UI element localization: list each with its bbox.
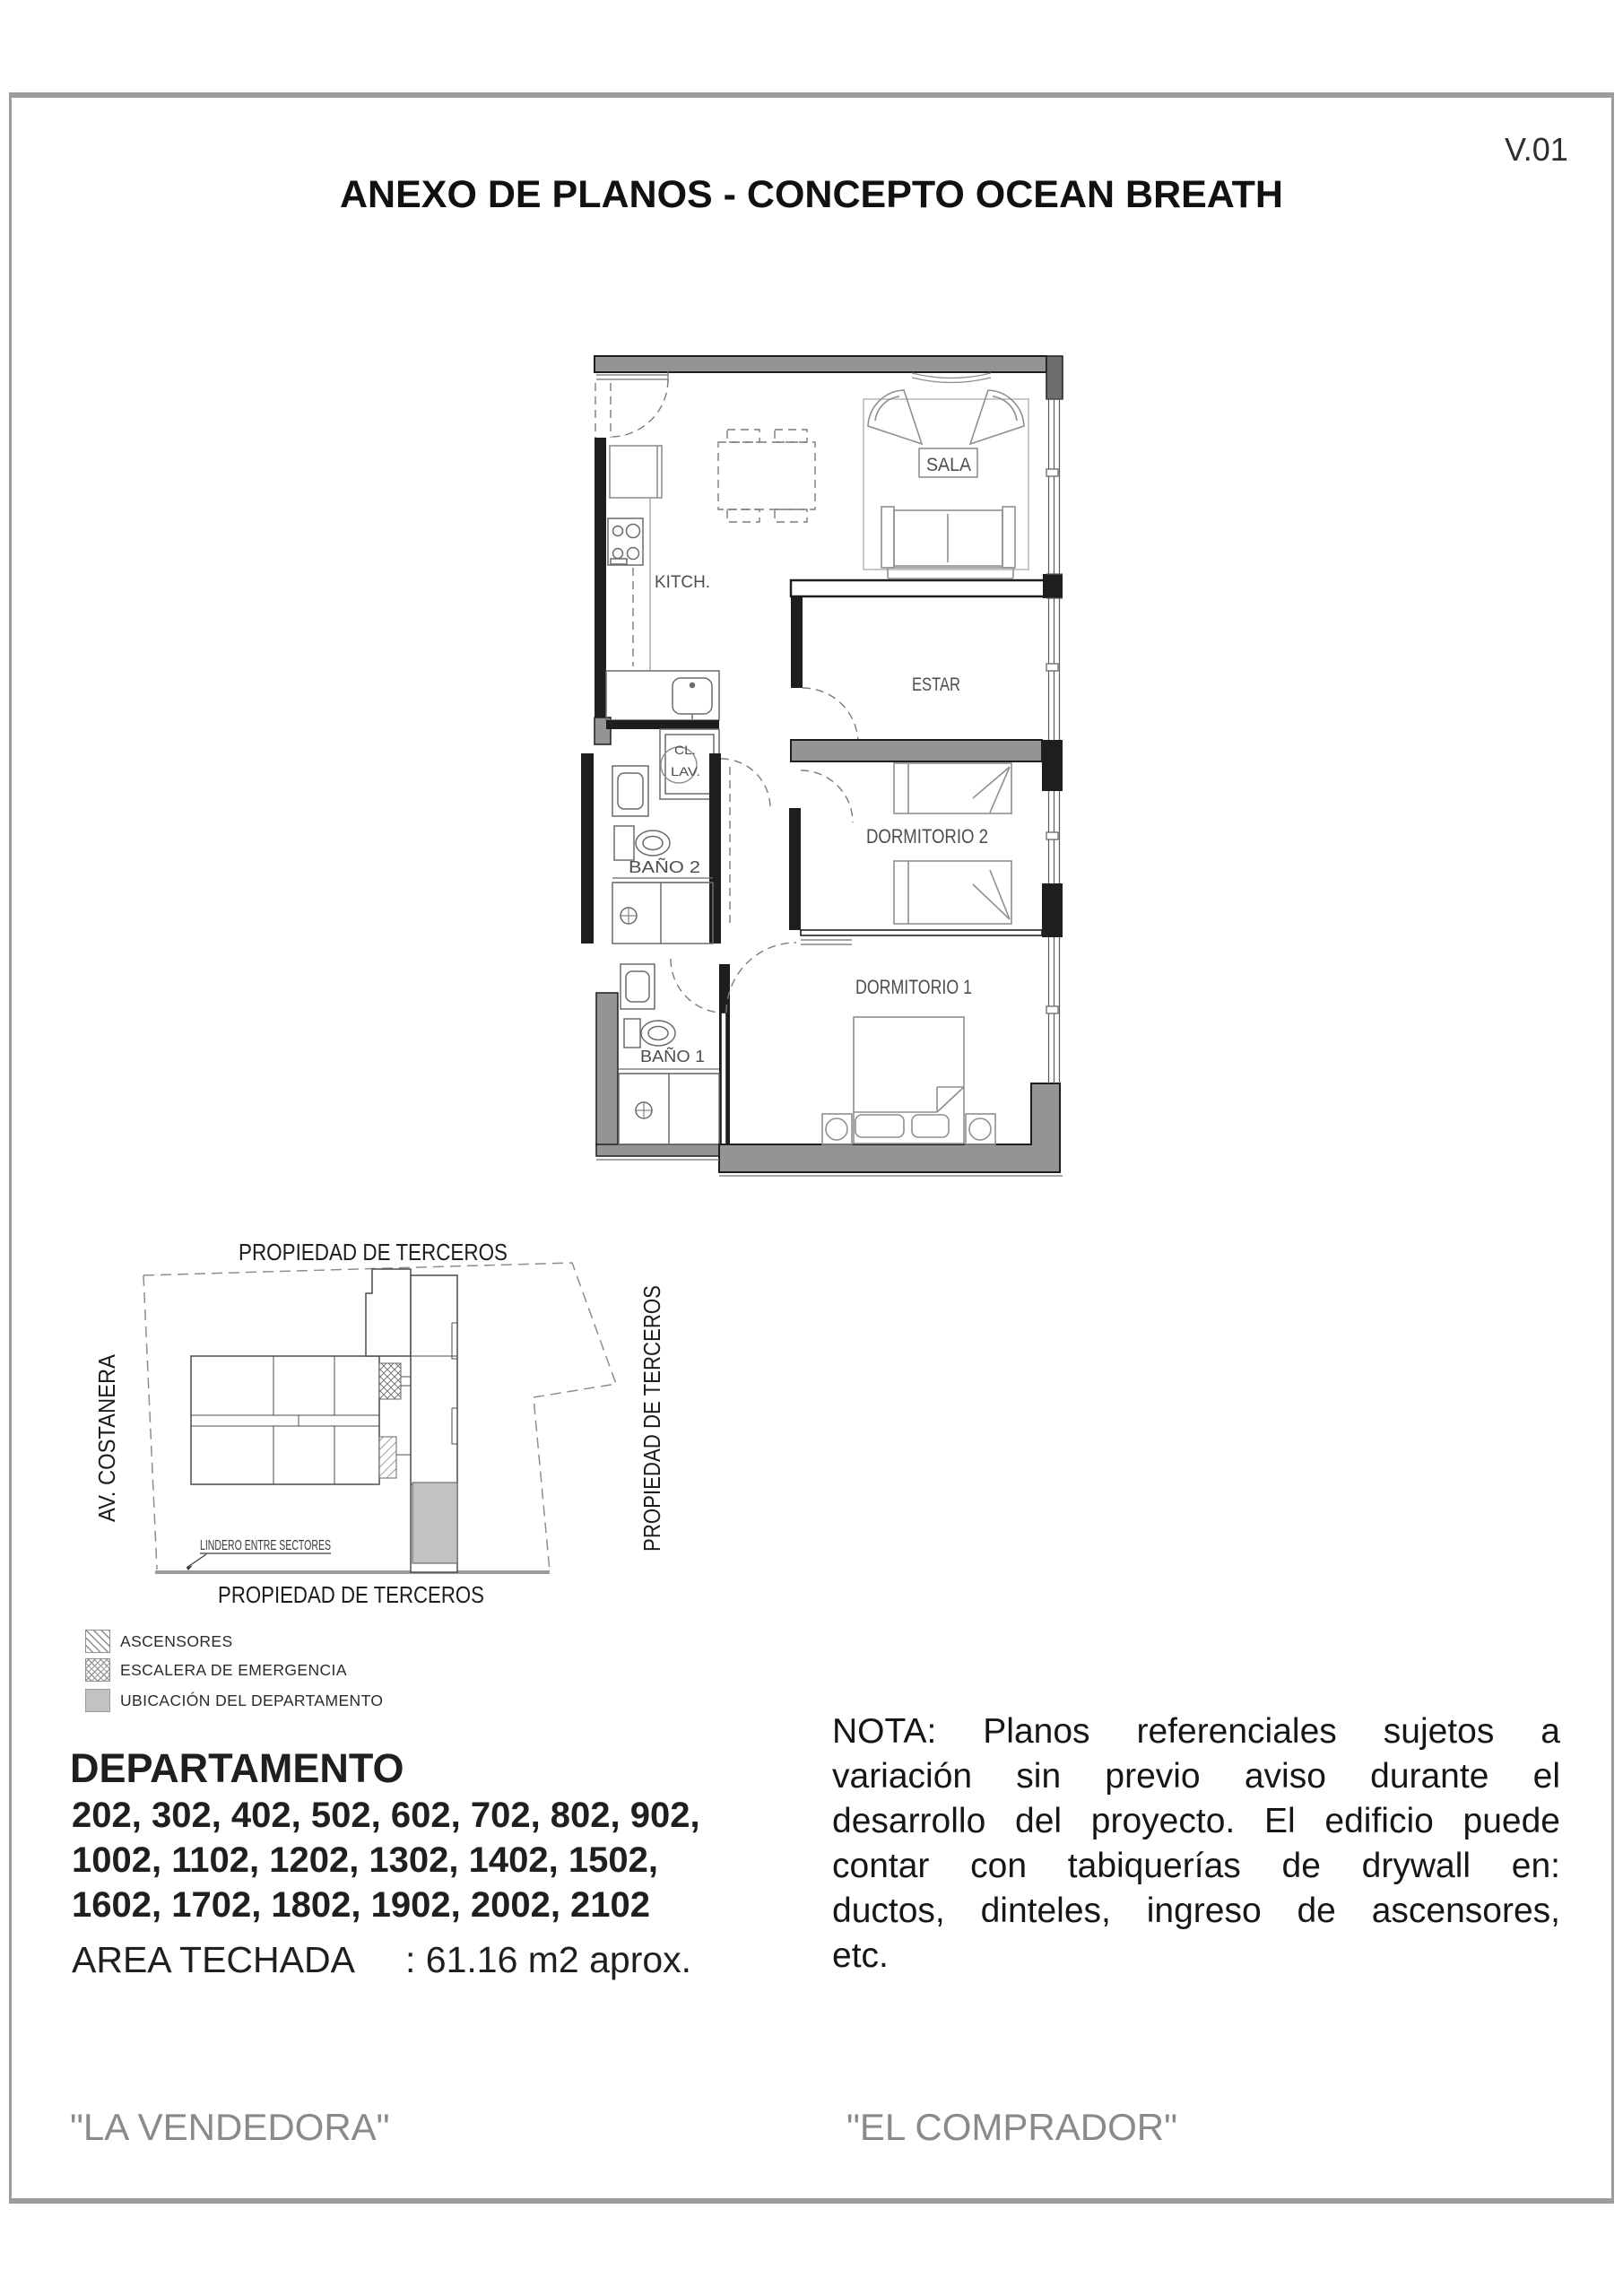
department-unit-numbers [72,1793,700,1927]
sofa [881,507,1015,578]
diagonal-hatch-swatch-icon [85,1630,110,1653]
department-location-fill [412,1483,457,1563]
estar-door-arc [803,688,858,744]
page-title: ANEXO DE PLANOS - CONCEPTO OCEAN BREATH [340,173,1283,216]
wall-block-dorm2-top [1042,740,1063,791]
room-label-cl: CL. [674,743,696,757]
emergency-stair-hatch [379,1363,401,1399]
site-label-lindero: LINDERO ENTRE SECTORES [200,1538,331,1553]
unit-numbers-line: 1602, 1702, 1802, 1902, 2002, 2102 [72,1885,651,1925]
site-label-right: PROPIEDAD DE TERCEROS [638,1239,665,1552]
wall-bath2-right [709,753,721,944]
legend-label: UBICACIÓN DEL DEPARTAMENTO [120,1691,384,1709]
room-label-estar: ESTAR [912,674,960,695]
covered-area-line [72,1939,691,1981]
dorm2-bed-2 [894,861,1011,924]
seller-signature-label: "LA VENDEDORA" [70,2106,390,2148]
room-label-bano2: BAÑO 2 [629,858,689,876]
armchair-right [970,390,1024,444]
wall-dorm2-left [789,808,801,930]
stove [608,518,643,565]
room-label-dormitorio1: DORMITORIO 1 [855,976,972,998]
armchair-left [868,390,922,444]
room-label-sala: SALA [926,455,971,475]
covered-area-label: AREA TECHADA [72,1939,355,1980]
wall-dorm1-left [721,1013,726,1144]
site-label-av-costanera: AV. COSTANERA [93,1338,120,1522]
wall-estar-stub [791,596,803,688]
legend-label: ASCENSORES [120,1631,233,1650]
wall-dorm-divider [801,930,1042,935]
legend-row-ubicacion [85,1689,383,1712]
buyer-signature-label: "EL COMPRADOR" [846,2106,1177,2148]
wall-left [595,438,606,718]
bath2-fixtures [612,766,713,944]
wall-estar-dorm2 [791,740,1042,761]
bath2-door-arc [721,759,770,808]
site-key-plan [72,1233,735,1619]
wall-bath2-left [581,753,594,944]
fridge [610,446,662,498]
unit-numbers-line: 1002, 1102, 1202, 1302, 1402, 1502, [72,1840,658,1880]
nota-paragraph [832,1709,1560,1979]
room-label-lav: LAV. [671,764,700,778]
covered-area-value: : 61.16 m2 aprox. [405,1939,692,1980]
nota-line: NOTA: Planos referenciales sujetos a [832,1712,1560,1751]
legend-row-escalera [85,1658,347,1682]
elevators-hatch [379,1437,396,1478]
building-left-slab [191,1356,379,1484]
dorm1-bed [854,1017,964,1144]
wall-top [595,356,1046,372]
wall-sala-estar [791,580,1061,596]
sala-rug [864,399,1028,570]
wall-bottom [719,1083,1060,1172]
entry-door-swing-arc [611,379,668,437]
wall-bath1-bottom [596,1144,719,1156]
unit-numbers-line: 202, 302, 402, 502, 602, 702, 802, 902, [72,1796,700,1835]
room-label-bano1: BAÑO 1 [640,1048,700,1065]
dining-table [718,430,815,522]
site-label-top: PROPIEDAD DE TERCEROS [239,1239,508,1265]
wall-bath1-left [596,993,618,1145]
wall-corner-topright [1046,356,1063,399]
legend-row-ascensores [85,1630,233,1653]
nota-line: etc. [832,1936,889,1975]
dorm-divider-door-leaf [801,940,852,944]
room-label-dormitorio2: DORMITORIO 2 [866,825,988,848]
entry-dashed-jamb [595,383,611,438]
nota-line: ductos, dinteles, ingreso de ascensores, [832,1892,1560,1930]
legend-label: ESCALERA DE EMERGENCIA [120,1660,347,1679]
apartment-floor-plan [578,345,1076,1188]
kitchen-sink-counter [606,671,719,720]
balcony-curtain-arc [912,373,991,383]
dorm1-nightstands [822,1114,995,1144]
nota-line: contar con tabiquerías de drywall en: [832,1847,1560,1885]
department-heading: DEPARTAMENTO [70,1745,404,1791]
nota-line: variación sin previo aviso durante el [832,1757,1560,1796]
building-tower [366,1269,411,1356]
dorm1-door-arc [726,943,796,1013]
dorm2-door-arc [801,770,853,822]
gray-fill-swatch-icon [85,1689,110,1712]
wall-block-estar-right [1043,574,1063,598]
site-label-bottom: PROPIEDAD DE TERCEROS [218,1581,484,1608]
wall-block-dorm2-bottom [1042,883,1063,937]
version-label: V.01 [1505,131,1568,168]
dorm2-bed-1 [894,763,1011,813]
bath1-door-arc [671,959,719,1013]
nota-line: desarrollo del proyecto. El edificio puede [832,1802,1560,1840]
lindero-leader [187,1554,206,1568]
wall-kitchen-south [606,720,719,729]
cross-hatch-swatch-icon [85,1658,110,1682]
room-label-kitch: KITCH. [655,573,710,592]
